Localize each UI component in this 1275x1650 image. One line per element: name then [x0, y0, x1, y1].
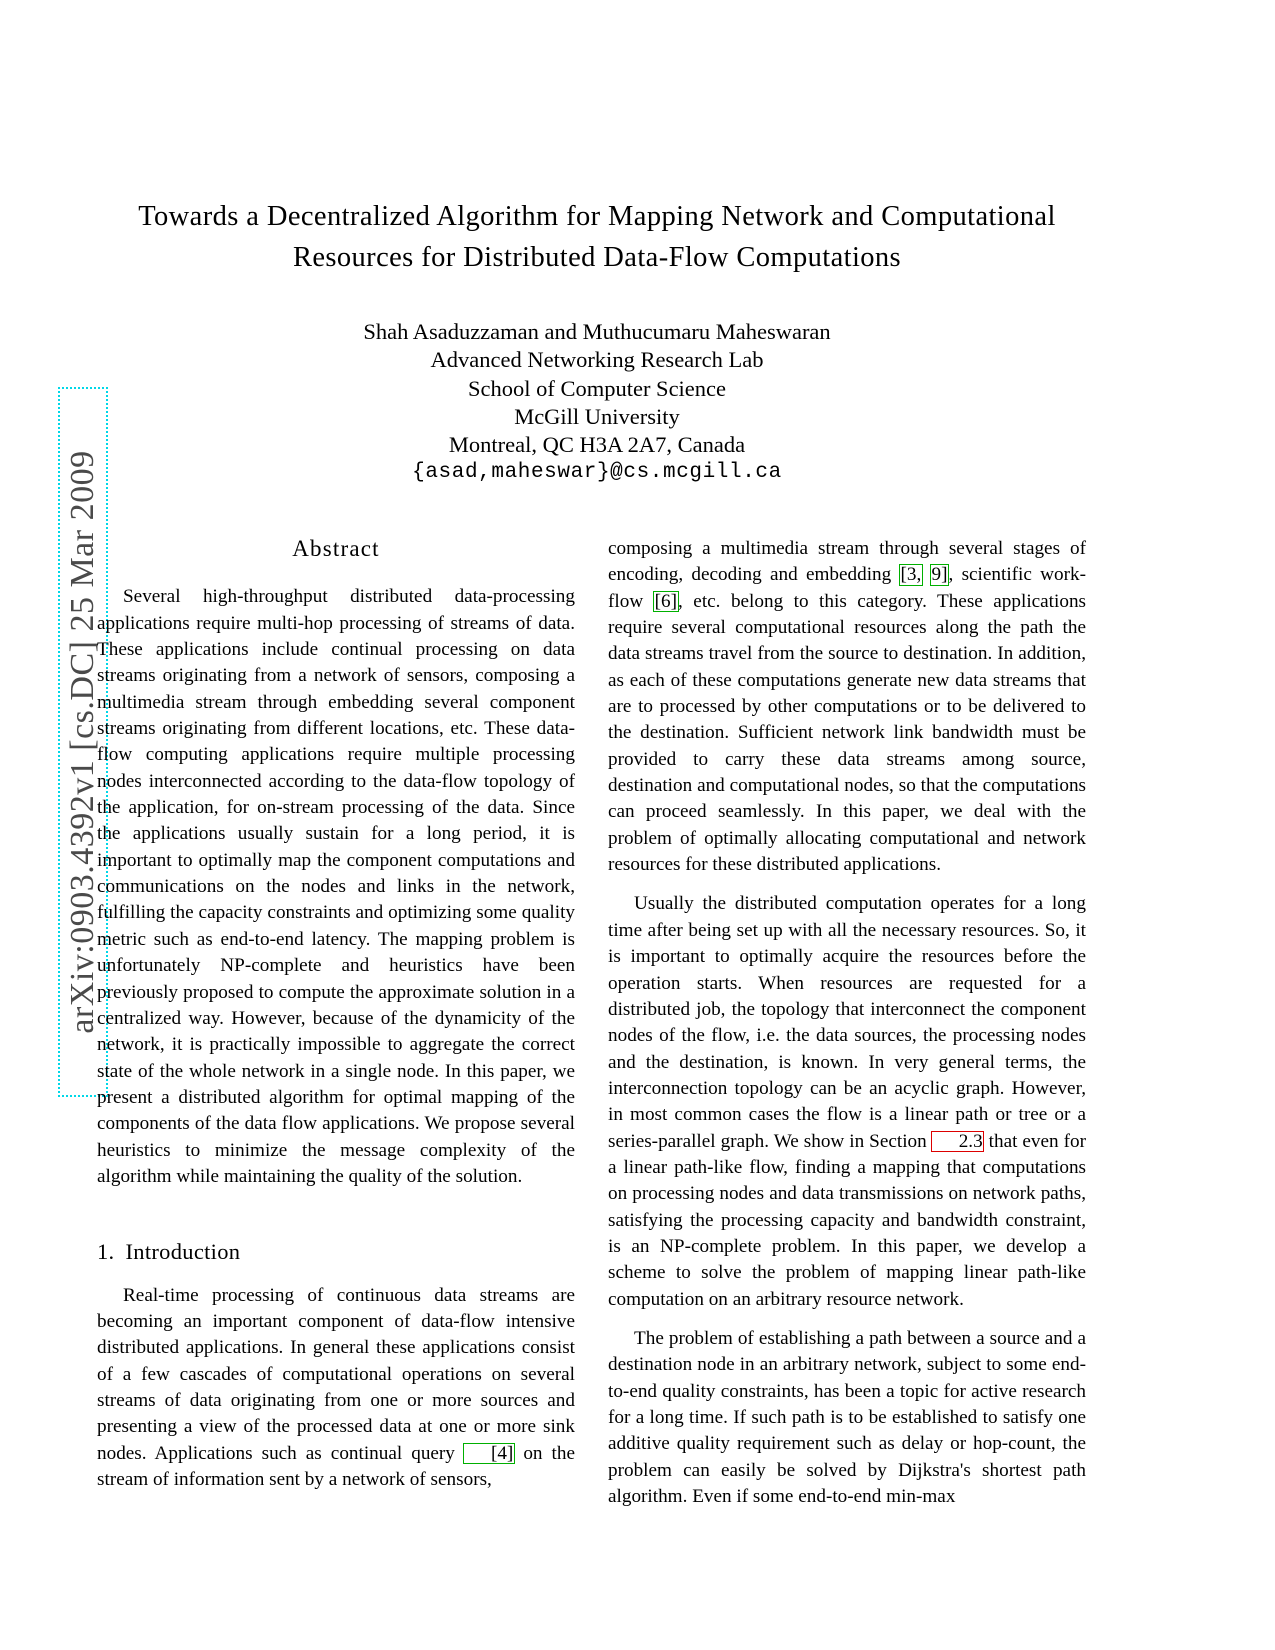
- right-para1-text-part-1: composing a multimedia stream through several stages of encoding, decoding and embedding: [608, 538, 1086, 586]
- left-column: [97, 536, 575, 1493]
- author-names: Shah Asaduzzaman and Muthucumaru Maheswaran: [363, 319, 831, 344]
- section-title: Introduction: [125, 1239, 241, 1265]
- right-column: [608, 536, 1086, 1510]
- paper-title-line-1: Towards a Decentralized Algorithm for Mapping Network and Computational: [138, 201, 1056, 232]
- right-paragraph-3: The problem of establishing a path between a source and a destination node in an arbitrary network, subject to some end-to-end quality constraints, has been a topic for active research for a long time. If such path is to be established to satisfy one additive quality requirement such as delay or hop-count, the problem can easily be solved by Dijkstra's shortest path algorithm. Even if some end-to-end min-max: [608, 1327, 1086, 1508]
- introduction-text-part-2: on the stream of information sent by a network of sensors,: [97, 1442, 575, 1490]
- author-university: McGill University: [514, 403, 680, 429]
- section-reference-link-2-3[interactable]: 2.3: [931, 1131, 984, 1152]
- right-para1-text-part-3: , etc. belong to this category. These applications require several computational resources along the path the data streams travel from the source to destination. In addition, as each of these computations generate new data streams that are to processed by other computations or to be delivered to the destination. Sufficient network link bandwidth must be provided to carry these data streams among source, destination and computational nodes, so that the computations can proceed seamlessly. In this paper, we deal with the problem of optimally allocating computational and network resources for these distributed applications.: [608, 590, 1087, 876]
- author-address: Montreal, QC H3A 2A7, Canada: [448, 432, 746, 458]
- abstract-heading: Abstract: [292, 536, 380, 561]
- introduction-text-part-1: Real-time processing of continuous data streams are becoming an important component of data-flow intensive distributed applications. In general these applications consist of a few cascades of computational operations on several streams of data originating from one or more sources and presenting a view of the processed data at one or more sink nodes. Applications such as continual query: [97, 1284, 575, 1464]
- citation-link-9[interactable]: 9]: [931, 564, 948, 586]
- paper-title-line-2: Resources for Distributed Data-Flow Computations: [292, 242, 902, 273]
- right-paragraph-2: [608, 891, 1086, 1313]
- author-lab: Advanced Networking Research Lab: [430, 347, 764, 373]
- right-para2-text-part-1: Usually the distributed computation operates for a long time after being set up with all the necessary resources. So, it is important to optimally acquire the resources before the operation starts. When resources are requested for a distributed job, the topology that interconnect the component nodes of the flow, i.e. the data sources, the processing nodes and the destination, is known. In very general terms, the interconnection topology can be an acyclic graph. However, in most common cases the flow is a linear path or tree or a series-parallel graph. We show in Section: [608, 893, 1086, 1152]
- abstract-paragraph: Several high-throughput distributed data-processing applications require multi-hop processing of streams of data. These applications include continual processing on data streams originating from a network of sensors, composing a multimedia stream through embedding several component streams originating from different locations, etc. These data-flow computing applications require multiple processing nodes interconnected according to the data-flow topology of the application, for on-stream processing of the data. Since the applications usually sustain for a long period, it is important to optimally map the component computations and communications on the nodes and links in the network, fulfilling the capacity constraints and optimizing some quality metric such as end-to-end latency. The mapping problem is unfortunately NP-complete and heuristics have been previously proposed to compute the approximate solution in a centralized way. However, because of the dynamicity of the network, it is practically impossible to aggregate the correct state of the whole network in a single node. In this paper, we present a distributed algorithm for optimal mapping of the components of the data flow applications. We propose several heuristics to minimize the message complexity of the algorithm while maintaining the quality of the solution.: [97, 586, 575, 1187]
- author-department: School of Computer Science: [467, 375, 727, 401]
- right-paragraph-1: [608, 536, 1086, 878]
- right-para2-text-part-2: that even for a linear path-like flow, finding a mapping that computations on processing nodes and data transmissions on network paths, satisfying the processing capacity and bandwidth constraint, is an NP-complete problem. In this paper, we develop a scheme to solve the problem of mapping linear path-like computation on an arbitrary resource network.: [608, 1130, 1086, 1310]
- page-title: [97, 196, 1097, 278]
- introduction-paragraph: [97, 1283, 575, 1494]
- right-para1-text-part-2: , scientific work-flow: [608, 564, 1086, 612]
- author-affiliation-block: [97, 318, 1097, 488]
- arxiv-stamp-text: arXiv:0903.4392v1 [cs.DC] 25 Mar 2009: [64, 450, 101, 1034]
- title-block: [97, 196, 1097, 278]
- section-heading-introduction: [97, 1239, 575, 1265]
- citation-link-3[interactable]: [3,: [900, 564, 922, 586]
- citation-link-6[interactable]: [6]: [654, 590, 678, 612]
- section-number: 1.: [97, 1239, 115, 1265]
- author-email: {asad,maheswar}@cs.mcgill.ca: [412, 461, 782, 485]
- citation-link-4[interactable]: [4]: [463, 1443, 514, 1464]
